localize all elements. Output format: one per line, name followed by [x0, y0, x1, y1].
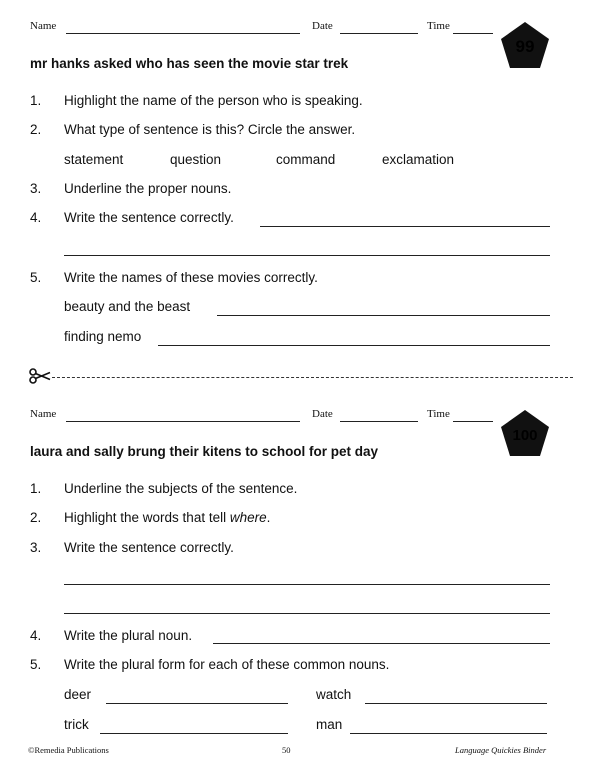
footer-page-number: 50 — [282, 745, 291, 755]
question-2: 2. What type of sentence is this? Circle the answer. — [30, 122, 356, 137]
time-label: Time — [427, 408, 450, 420]
cut-line — [52, 377, 573, 378]
scissors-icon — [28, 368, 52, 389]
name-line[interactable] — [66, 21, 300, 34]
lesson-number-badge — [500, 409, 550, 462]
lesson-number: 99 — [515, 37, 535, 56]
noun-deer: deer — [64, 687, 92, 702]
answer-line[interactable] — [213, 642, 550, 644]
time-line[interactable] — [453, 21, 493, 34]
name-label: Name — [30, 20, 57, 32]
question-5: 5. Write the plural form for each of these common nouns. — [30, 657, 390, 672]
movie-1: beauty and the beast — [64, 299, 191, 314]
question-5: 5. Write the names of these movies correctly. — [30, 270, 318, 285]
noun-man: man — [316, 717, 343, 732]
exercise-sentence: laura and sally brung their kitens to school for pet day — [30, 444, 379, 459]
name-line[interactable] — [66, 409, 300, 422]
pentagon-icon — [500, 21, 550, 69]
option-command[interactable]: command — [276, 152, 336, 167]
option-statement[interactable]: statement — [64, 152, 124, 167]
answer-line[interactable] — [217, 314, 550, 316]
date-line[interactable] — [340, 409, 418, 422]
question-3: 3. Write the sentence correctly. — [30, 540, 234, 555]
date-label: Date — [312, 20, 333, 32]
answer-line[interactable] — [100, 732, 288, 734]
footer-publisher: ©Remedia Publications — [28, 745, 109, 755]
exercise-sentence: mr hanks asked who has seen the movie star trek — [30, 56, 349, 71]
answer-line[interactable] — [64, 612, 550, 614]
question-4: 4. Write the sentence correctly. — [30, 210, 234, 225]
answer-line[interactable] — [365, 702, 547, 704]
answer-line[interactable] — [64, 583, 550, 585]
question-4: 4. Write the plural noun. — [30, 628, 193, 643]
movie-2: finding nemo — [64, 329, 142, 344]
answer-line[interactable] — [350, 732, 547, 734]
question-3: 3. Underline the proper nouns. — [30, 181, 232, 196]
pentagon-icon — [500, 409, 550, 457]
question-1: 1. Highlight the name of the person who is speaking. — [30, 93, 363, 108]
noun-trick: trick — [64, 717, 89, 732]
question-2: 2. Highlight the words that tell where. — [30, 510, 271, 525]
lesson-number-badge — [500, 21, 550, 74]
answer-line[interactable] — [158, 344, 550, 346]
date-line[interactable] — [340, 21, 418, 34]
answer-line[interactable] — [260, 225, 550, 227]
noun-watch: watch — [316, 687, 352, 702]
answer-line[interactable] — [106, 702, 288, 704]
lesson-number: 100 — [512, 427, 538, 444]
date-label: Date — [312, 408, 333, 420]
answer-line[interactable] — [64, 254, 550, 256]
option-exclamation[interactable]: exclamation — [382, 152, 455, 167]
time-line[interactable] — [453, 409, 493, 422]
footer-title: Language Quickies Binder — [455, 745, 547, 755]
question-1: 1. Underline the subjects of the sentence. — [30, 481, 298, 496]
time-label: Time — [427, 20, 450, 32]
option-question[interactable]: question — [170, 152, 222, 167]
name-label: Name — [30, 408, 57, 420]
